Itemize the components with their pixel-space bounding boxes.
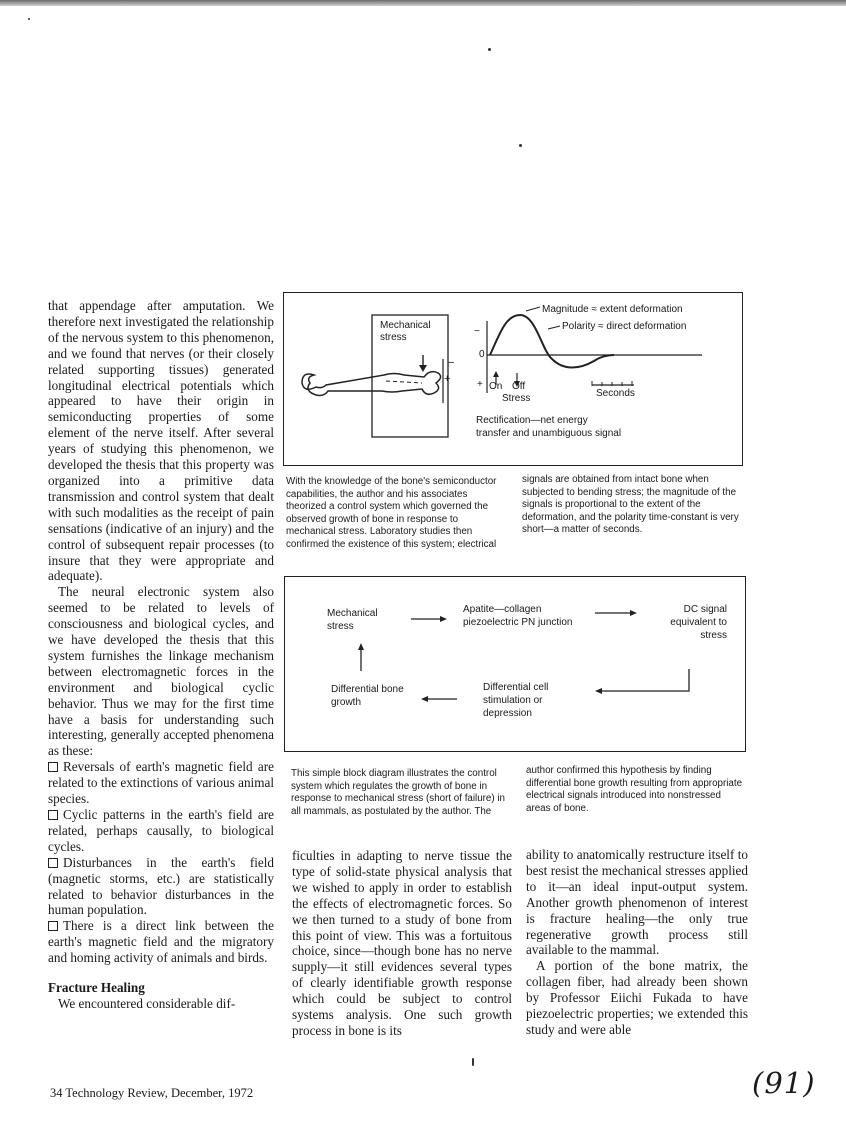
figure2-caption-left bbox=[291, 768, 505, 818]
scan-top-edge bbox=[0, 0, 846, 6]
arrowhead bbox=[440, 616, 447, 622]
magnitude-annotation: Magnitude ≈ extent deformation bbox=[542, 304, 683, 315]
middle-column bbox=[292, 848, 512, 1039]
list-item: Cyclic patterns in the earth's field are related, perhaps causally, to biological cycles. bbox=[48, 807, 274, 854]
axis-plus: + bbox=[477, 379, 483, 390]
list-item: Disturbances in the earth's field (magnetic storms, etc.) are statistically related to behavior disturbances in the human population. bbox=[48, 854, 274, 918]
caption-text: This simple block diagram illustrates the control system which regulates the growth of bone in response to mechanical stress (short of failure) in all mammals, as postulated by the author. The bbox=[291, 768, 505, 817]
handwritten-page-number: (91) bbox=[752, 1066, 816, 1100]
bone-midline bbox=[386, 381, 422, 383]
body-paragraph: A portion of the bone matrix, the collagen fiber, had already been shown by Professor Eiichi Fukada to have piezoelectric properties; we extended this study and were able bbox=[526, 958, 748, 1037]
figure-bone-signal bbox=[283, 292, 743, 466]
body-paragraph: The neural electronic system also seemed to be related to levels of consciousness and biological cycles, and we have developed the thesis that this system furnishes the linkage mechanism between electromagnetic forces in the environment and biological cyclic behavior. Thus we may for the first time have a basis for understanding such interesting, generally accepted phenomena as these: bbox=[48, 584, 274, 759]
magnitude-leader bbox=[526, 307, 540, 311]
checkbox-bullet-icon bbox=[48, 762, 58, 772]
arrow-3 bbox=[599, 669, 689, 691]
checkbox-bullet-icon bbox=[48, 921, 58, 931]
mechanical-stress-label: Mechanical stress bbox=[380, 320, 431, 344]
block-mechanical-stress: Mechanical stress bbox=[327, 608, 378, 632]
body-paragraph: We encountered considerable dif- bbox=[58, 995, 236, 1011]
polarity-leader bbox=[548, 326, 560, 329]
right-column bbox=[526, 847, 748, 1038]
off-label: Off bbox=[512, 381, 526, 392]
left-column bbox=[48, 298, 274, 1012]
arrowhead bbox=[595, 688, 602, 694]
checkbox-bullet-icon bbox=[48, 810, 58, 820]
caption-text: author confirmed this hypothesis by finding differential bone growth resulting from appropriate electrical signals introduced into nonstressed areas of bone. bbox=[526, 765, 743, 814]
checkbox-bullet-icon bbox=[48, 858, 58, 868]
arrowhead bbox=[630, 610, 637, 616]
block-bone-growth: Differential bone growth bbox=[331, 684, 404, 708]
figure-block-diagram bbox=[284, 576, 746, 752]
polarity-annotation: Polarity ≈ direct deformation bbox=[562, 321, 687, 332]
figure1-caption-right bbox=[522, 474, 740, 537]
block-dc-signal: DC signal equivalent to stress bbox=[670, 604, 727, 641]
list-item: There is a direct link between the earth's magnetic field and the migratory and homing activity of animals and birds. bbox=[48, 918, 274, 966]
body-paragraph: ability to anatomically restructure itself to best resist the mechanical stresses applied to it—an ideal input-output system. Another growth phenomenon of interest is fracture healing—the only true regenerative growth process still available to the mammal. bbox=[526, 847, 748, 958]
stress-axis-label: Stress bbox=[502, 393, 531, 404]
plus-sign: + bbox=[444, 373, 451, 385]
scan-speck bbox=[28, 18, 30, 20]
block-cell-stimulation: Differential cell stimulation or depression bbox=[483, 682, 549, 719]
list-item: Reversals of earth's magnetic field are related to the extinctions of various animal species. bbox=[48, 759, 274, 807]
arrowhead bbox=[358, 643, 364, 650]
arrowhead bbox=[421, 696, 428, 702]
seconds-label: Seconds bbox=[596, 388, 635, 399]
on-arrowhead bbox=[493, 371, 499, 377]
body-paragraph: ficulties in adapting to nerve tissue the type of solid-state physical analysis that we wished to apply in order to establish the effects of electromagnetic forces. So we then turned to a study of bone from this point of view. This was a fortuitous choice, since—though bone has no nerve supply—it still evidences several types of clearly identifiable growth response which could be subject to control systems analysis. One such growth process in bone is its bbox=[292, 848, 512, 1038]
rectification-line: transfer and unambiguous signal bbox=[476, 428, 622, 439]
minus-sign: − bbox=[448, 357, 455, 369]
figure2-caption-right bbox=[526, 765, 748, 815]
caption-text: signals are obtained from intact bone when subjected to bending stress; the magnitude of the signals is proportional to the extent of the deformation, and the polarity time-constant is very short—a matter of seconds. bbox=[522, 474, 739, 536]
bone-drawing bbox=[302, 372, 441, 396]
scan-speck bbox=[519, 144, 522, 147]
page-footer: 34 Technology Review, December, 1972 bbox=[50, 1086, 254, 1100]
caption-text: With the knowledge of the bone's semiconductor capabilities, the author and his associates theorized a control system which governed the observed growth of bone in response to mechanical stress. Laboratory studies then confirmed the existence of this system; electrical bbox=[286, 476, 497, 550]
axis-minus: − bbox=[474, 326, 480, 337]
figure1-caption-left bbox=[286, 476, 506, 552]
scan-speck bbox=[472, 1058, 474, 1066]
axis-zero: 0 bbox=[479, 349, 485, 360]
section-heading: Fracture Healing bbox=[48, 980, 145, 996]
body-paragraph: that appendage after amputation. We therefore next investigated the relationship of the nervous system to this phenomenon, and we found that nerves (or their closely related supporting tissues) generated longitudinal electrical potentials which appeared to have their origin in semiconducting properties of some element of the nerve itself. After several years of studying this phenomenon, we developed the thesis that this property was organized into a primitive data transmission and control system that dealt with such modalities as the receipt of pain sensations (indicative of an injury) and the control of subsequent repair processes (to insure that they were appropriate and adequate). bbox=[48, 298, 274, 584]
on-label: On bbox=[489, 381, 503, 392]
rectification-line: Rectification—net energy bbox=[476, 415, 588, 426]
block-pn-junction: Apatite—collagen piezoelectric PN junction bbox=[463, 604, 573, 628]
stress-arrowhead bbox=[419, 365, 427, 372]
rectification-note bbox=[476, 414, 621, 440]
scan-speck bbox=[488, 48, 491, 51]
